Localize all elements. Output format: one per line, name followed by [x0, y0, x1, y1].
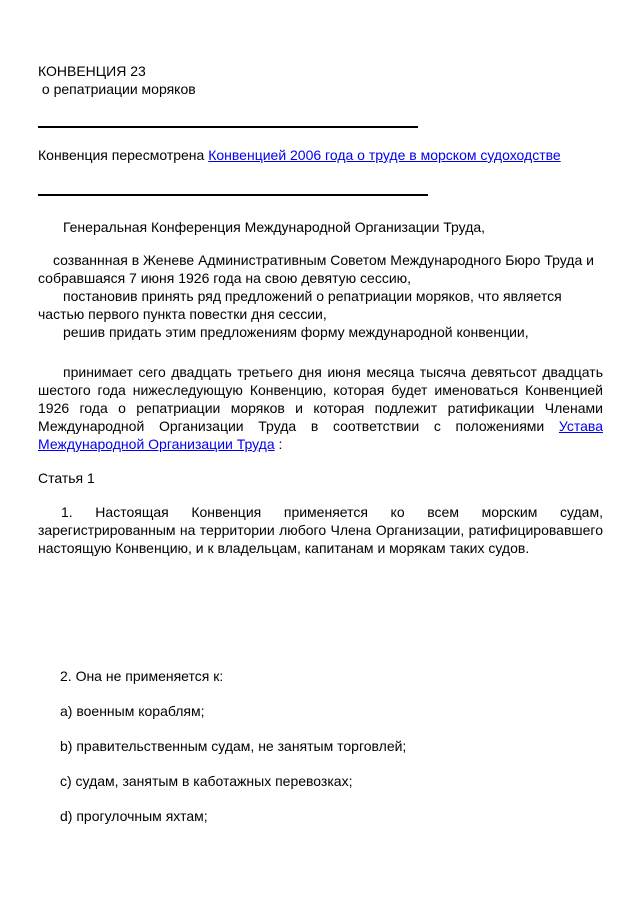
- adoption-text: принимает сего двадцать третьего дня июня месяца тысяча девятьсот двадцать шестого года нижеследующую Конвенцию, которая будет именоваться Конвенцией 1926 года о репатриации моряков и которая подлежит ратификации Членами Международной Организации Труда в соответствии с положениями: [38, 364, 603, 434]
- document-subtitle: о репатриации моряков: [38, 81, 196, 97]
- article-1-clause-2-intro: 2. Она не применяется к:: [60, 668, 224, 684]
- revision-note: [38, 146, 603, 164]
- article-1-clause-1: 1. Настоящая Конвенция применяется ко всем морским судам, зарегистрированным на территории любого Члена Организации, ратифицировавшего настоящую Конвенцию, и к владельцам, капитанам и морякам таких судов.: [38, 504, 603, 556]
- article-1-heading: Статья 1: [38, 470, 95, 486]
- preamble-resolved-proposals: постановив принять ряд предложений о репатриации моряков, что является частью первого пункта повестки дня сессии,: [38, 288, 562, 322]
- preamble-decided-convention-form: решив придать этим предложениям форму международной конвенции,: [63, 324, 529, 340]
- revision-note-text: Конвенция пересмотрена: [38, 147, 209, 163]
- section-divider-top: [38, 126, 418, 128]
- document-title: КОНВЕНЦИЯ 23: [38, 63, 146, 79]
- ilo-constitution-link[interactable]: Устава Международной Организации Труда: [38, 418, 603, 452]
- exclusion-item-government-vessels: b) правительственным судам, не занятым торговлей;: [60, 738, 407, 754]
- exclusion-item-coastal-trade: c) судам, занятым в каботажных перевозках;: [60, 773, 353, 789]
- mlc-2006-convention-link[interactable]: Конвенцией 2006 года о труде в морском судоходстве: [208, 147, 561, 163]
- adoption-colon: :: [274, 436, 283, 452]
- exclusion-item-warships: a) военным кораблям;: [60, 703, 205, 719]
- adoption-paragraph: [38, 363, 603, 453]
- exclusion-item-pleasure-yachts: d) прогулочным яхтам;: [60, 808, 208, 824]
- preamble-convened-geneva: созваннная в Женеве Административным Советом Международного Бюро Труда и собравшаяся 7 июня 1926 года на свою девятую сессию,: [38, 252, 594, 286]
- preamble-general-conference: Генеральная Конференция Международной Организации Труда,: [63, 219, 486, 235]
- section-divider-bottom: [38, 194, 428, 196]
